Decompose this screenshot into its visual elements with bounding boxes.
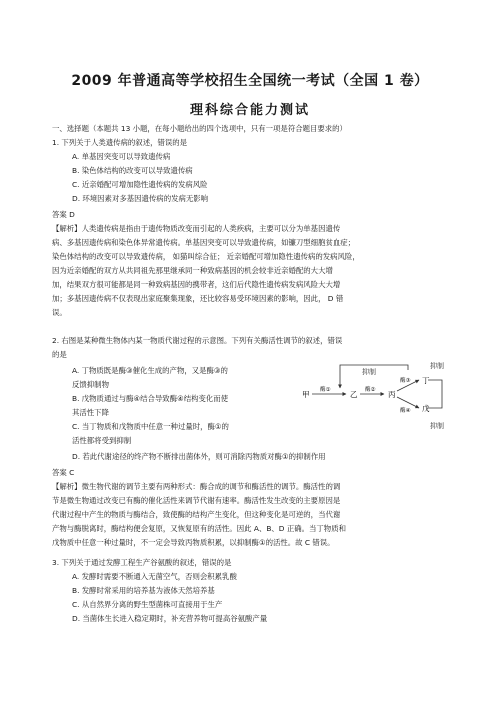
node-wu: 戊 [422,404,430,413]
question-1-analysis-line: 因为近亲婚配的双方从共同祖先那里继承同一种致病基因的机会较非近亲婚配的大大增 [52,266,333,275]
question-1-analysis-line: 病、多基因遗传病和染色体异常遗传病。单基因突变可以导致遗传病，如镰刀型细胞贫血症； [52,238,356,247]
question-3-option-a: A. 发酵时需要不断通入无菌空气，否则会积累乳酸 [72,572,237,581]
enzyme-2-label: 酶② [365,387,376,393]
inhibit-label: 抑制 [430,422,444,430]
inhibit-bracket-right [428,380,442,408]
question-1-option-c: C. 近亲婚配可增加隐性遗传病的发病风险 [72,180,208,189]
question-2-option-d: D. 若此代谢途径的终产物不断排出菌体外，则可消除丙物质对酶①的抑制作用 [72,452,326,461]
question-1-analysis-line: 染色体结构的改变可以导致遗传病， 如猫叫综合征； 近亲婚配可增加隐性遗传病的发病风险， [52,252,360,261]
question-2-analysis-line: 节是微生物通过改变已有酶的催化活性来调节代谢有速率。酶活性发生改变的主要原因是 [52,496,341,505]
question-3-option-c: C. 从自然界分离的野生型菌株可直接用于生产 [72,600,223,609]
question-2-option-a-cont: 反馈抑制物 [72,380,109,389]
node-bing: 丙 [388,390,396,399]
section-heading: 一、选择题（本题共 13 小题，在每小题给出的四个选项中，只有一项是符合题目要求的） [52,124,347,133]
question-3-stem: 3. 下列关于通过发酵工程生产谷氨酸的叙述，错误的是 [52,558,232,567]
exam-subtitle: 理科综合能力测试 [189,103,310,118]
question-1-option-b: B. 染色体结构的改变可以导致遗传病 [72,166,193,175]
question-1-option-d: D. 环境因素对多基因遗传病的发病无影响 [72,194,209,203]
arrow-bing-wu [397,397,419,408]
node-ding: 丁 [422,376,430,385]
question-2-answer: 答案 C [52,468,75,477]
question-2-analysis-line: 代谢过程中产生的物质与酶结合，致使酶的结构产生变化，但这种变化是可逆的，当代谢 [52,510,341,519]
inhibit-label: 抑制 [430,362,444,370]
question-2-option-b-cont: 其活性下降 [72,408,109,417]
question-3-option-d: D. 当菌体生长进入稳定期时，补充营养物可提高谷氨酸产量 [72,614,268,623]
inhibit-label: 抑制 [362,368,376,376]
question-1-option-a: A. 单基因突变可以导致遗传病 [72,152,171,161]
question-1-analysis-line: 加，结果双方很可能都是同一种致病基因的携带者，这们后代隐性遗传病发病风险大大增 [52,280,341,289]
question-1-analysis-line: 误。 [52,308,67,317]
question-2-option-c-cont: 活性都将受到抑制 [72,436,132,445]
node-jia: 甲 [302,390,310,399]
question-2-option-a: A. 丁物质既是酶③催化生成的产物，又是酶③的 [72,366,228,375]
question-2-option-b: B. 戊物质通过与酶④结合导致酶④结构变化而使 [72,394,229,403]
question-3-option-b: B. 发酵时常采用的培养基为液体天然培养基 [72,586,215,595]
question-2-stem: 2. 右图是某种微生物体内某一物质代谢过程的示意图。下列有关酶活性调节的叙述，错误 [52,336,343,345]
question-1-stem: 1. 下列关于人类遗传病的叙述，错误的是 [52,138,188,147]
question-2-analysis-line: 戊物质中任意一种过量时，不一定会导致丙物质积累，以抑制酶①的活性。故 C 错误。 [52,538,335,547]
question-2-stem: 的是 [52,350,67,359]
question-2-option-c: C. 当丁物质和戊物质中任意一种过量时，酶①的 [72,422,229,431]
question-1-analysis-line: 加；多基因遗传病不仅表现出家庭聚集现象，还比较容易受环境因素的影响，因此， D 错 [52,294,344,303]
enzyme-1-label: 酶① [320,387,331,393]
exam-title: 2009 年普通高等学校招生全国统一考试（全国 1 卷） [71,73,429,89]
question-1-answer: 答案 D [52,210,75,219]
enzyme-4-label: 酶④ [400,408,411,414]
enzyme-3-label: 酶③ [400,378,411,384]
question-2-analysis-line: 【解析】微生物代谢的调节主要有两种形式：酶合成的调节和酶活性的调节。酶活性的调 [52,482,341,491]
question-1-analysis-line: 【解析】人类遗传病是指由于遗传物质改变而引起的人类疾病，主要可以分为单基因遗传 [52,224,341,233]
node-yi: 乙 [350,390,358,399]
metabolic-pathway-diagram [300,358,450,430]
question-2-analysis-line: 产物与酶脱离时，酶结构便会复原，又恢复原有的活性。因此 A、B、D 正确。当丁物质和 [52,524,346,533]
